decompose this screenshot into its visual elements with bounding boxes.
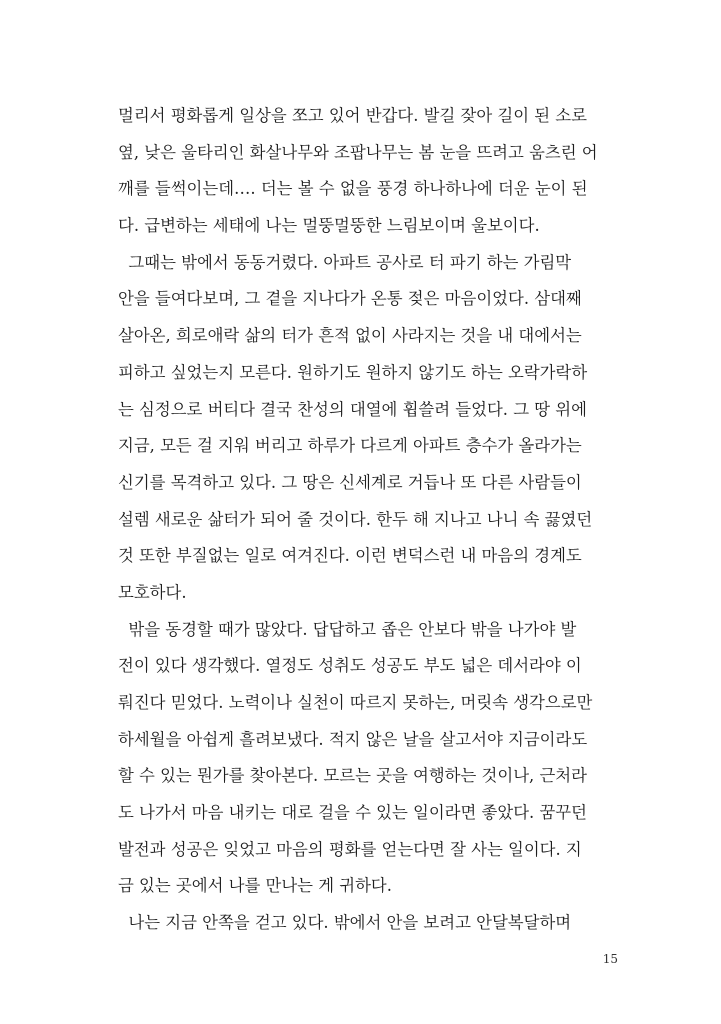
text-line: 설렘 새로운 삶터가 되어 줄 것이다. 한두 해 지나고 나니 속 끓였던 — [118, 509, 593, 529]
text-line: 하세월을 아쉽게 흘려보냈다. 적지 않은 날을 살고서야 지금이라도 — [118, 729, 588, 749]
text-line: 나는 지금 안쪽을 걷고 있다. 밖에서 안을 보려고 안달복달하며 — [118, 913, 572, 933]
text-line: 뤄진다 믿었다. 노력이나 실천이 따르지 못하는, 머릿속 생각으로만 — [118, 693, 593, 712]
text-line: 금 있는 곳에서 나를 만나는 게 귀하다. — [118, 876, 392, 896]
text-line: 할 수 있는 뭔가를 찾아본다. 모르는 곳을 여행하는 것이나, 근처라 — [118, 766, 587, 786]
text-line: 그때는 밖에서 동동거렸다. 아파트 공사로 터 파기 하는 가림막 — [118, 252, 572, 272]
text-line: 발전과 성공은 잊었고 마음의 평화를 얻는다면 잘 사는 일이다. 지 — [118, 839, 582, 859]
text-line: 도 나가서 마음 내키는 대로 걸을 수 있는 일이라면 좋았다. 꿈꾸던 — [118, 803, 587, 823]
page-number: 15 — [602, 952, 618, 966]
text-line: 옆, 낮은 울타리인 화살나무와 조팝나무는 봄 눈을 뜨려고 움츠린 어 — [118, 142, 598, 162]
text-line: 멀리서 평화롭게 일상을 쪼고 있어 반갑다. 발길 잦아 길이 된 소로 — [118, 106, 587, 125]
text-line: 다. 급변하는 세태에 나는 멀뚱멀뚱한 느림보이며 울보이다. — [118, 216, 540, 236]
text-line: 안을 들여다보며, 그 곁을 지나다가 온통 젖은 마음이었다. 삼대째 — [118, 289, 582, 309]
text-line: 깨를 들썩이는데…. 더는 볼 수 없을 풍경 하나하나에 더운 눈이 된 — [118, 179, 588, 199]
text-line: 밖을 동경할 때가 많았다. 답답하고 좁은 안보다 밖을 나가야 발 — [118, 619, 577, 639]
text-line: 는 심정으로 버티다 결국 찬성의 대열에 휩쓸려 들었다. 그 땅 위에 — [118, 399, 587, 419]
text-line: 것 또한 부질없는 일로 여겨진다. 이런 변덕스런 내 마음의 경계도 — [118, 546, 582, 566]
text-line: 지금, 모든 걸 지워 버리고 하루가 다르게 아파트 층수가 올라가는 — [118, 436, 582, 456]
text-line: 피하고 싶었는지 모른다. 원하기도 원하지 않기도 하는 오락가락하 — [118, 362, 588, 382]
text-line: 전이 있다 생각했다. 열정도 성취도 성공도 부도 넓은 데서라야 이 — [118, 656, 582, 676]
body-text — [118, 98, 628, 942]
text-line: 신기를 목격하고 있다. 그 땅은 신세계로 거듭나 또 다른 사람들이 — [118, 472, 582, 492]
text-line: 살아온, 희로애락 삶의 터가 흔적 없이 사라지는 것을 내 대에서는 — [118, 326, 582, 346]
text-line: 모호하다. — [118, 582, 187, 602]
